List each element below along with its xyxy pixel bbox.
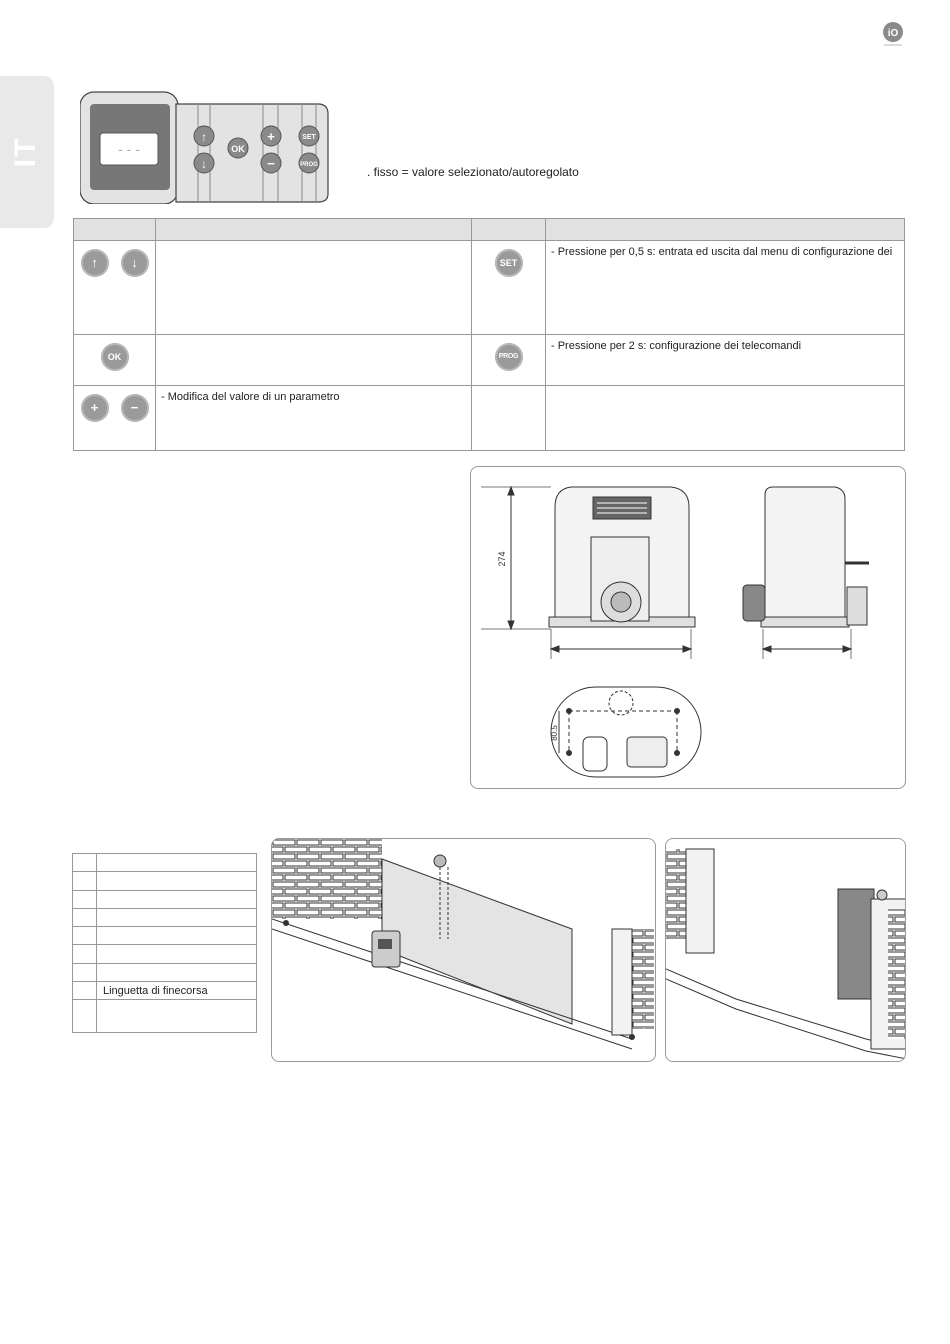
list-item: [73, 963, 257, 981]
installation-overview-illustration: [271, 838, 656, 1062]
prog-key-icon: PROG: [495, 343, 523, 371]
installation-detail-illustration: [665, 838, 906, 1062]
keypad-minus-key: −: [267, 156, 275, 171]
keys-table-header: [74, 219, 156, 241]
list-item: [73, 854, 257, 872]
keypad-down-key: ↓: [201, 157, 207, 171]
keys-table-header: [156, 219, 472, 241]
set-key-icon: SET: [495, 249, 523, 277]
keypad-display: - - -: [118, 141, 140, 157]
keypad-up-key: ↑: [201, 130, 207, 144]
arrow-up-icon: ↑: [81, 249, 109, 277]
table-row: [74, 241, 905, 335]
arrow-down-icon: ↓: [121, 249, 149, 277]
io-logo-icon: [880, 20, 906, 46]
dimensions-drawing: [470, 466, 906, 789]
keypad-set-key: SET: [302, 134, 316, 141]
keypad-prog-key: PROG: [300, 162, 318, 168]
key-description: [156, 335, 472, 386]
parts-list: [72, 853, 257, 1033]
table-row: [74, 386, 905, 451]
key-description: - Pressione per 2 s: configurazione dei telecomandi: [546, 335, 905, 386]
empty-icon-cell: [472, 386, 546, 451]
plus-key-icon: +: [81, 394, 109, 422]
keys-table-header: [472, 219, 546, 241]
minus-key-icon: −: [121, 394, 149, 422]
key-description: [156, 241, 472, 335]
key-description: [546, 386, 905, 451]
list-item: [73, 890, 257, 908]
language-tab: [0, 76, 54, 228]
fixed-value-legend: . fisso = valore selezionato/autoregolato: [367, 165, 579, 179]
ok-key-icon: OK: [101, 343, 129, 371]
list-item: [73, 1000, 257, 1033]
key-description: - Modifica del valore di un parametro: [156, 386, 472, 451]
keys-table-header: [546, 219, 905, 241]
list-item: [73, 908, 257, 926]
key-description: - Pressione per 0,5 s: entrata ed uscita dal menu di configurazione dei: [546, 241, 905, 335]
fixing-dimension-label: 80.5: [550, 725, 559, 741]
height-dimension-label: 274: [497, 551, 507, 567]
keypad-ok-key: OK: [231, 144, 245, 154]
list-item: Linguetta di finecorsa: [73, 982, 257, 1000]
list-item: [73, 872, 257, 890]
svg-text:iO: iO: [887, 28, 899, 39]
list-item: [73, 927, 257, 945]
table-row: [74, 335, 905, 386]
list-item: [73, 945, 257, 963]
language-code: IT: [9, 136, 42, 168]
keypad-plus-key: +: [267, 129, 275, 144]
keypad-illustration: [80, 90, 340, 204]
keys-table: [73, 218, 905, 451]
